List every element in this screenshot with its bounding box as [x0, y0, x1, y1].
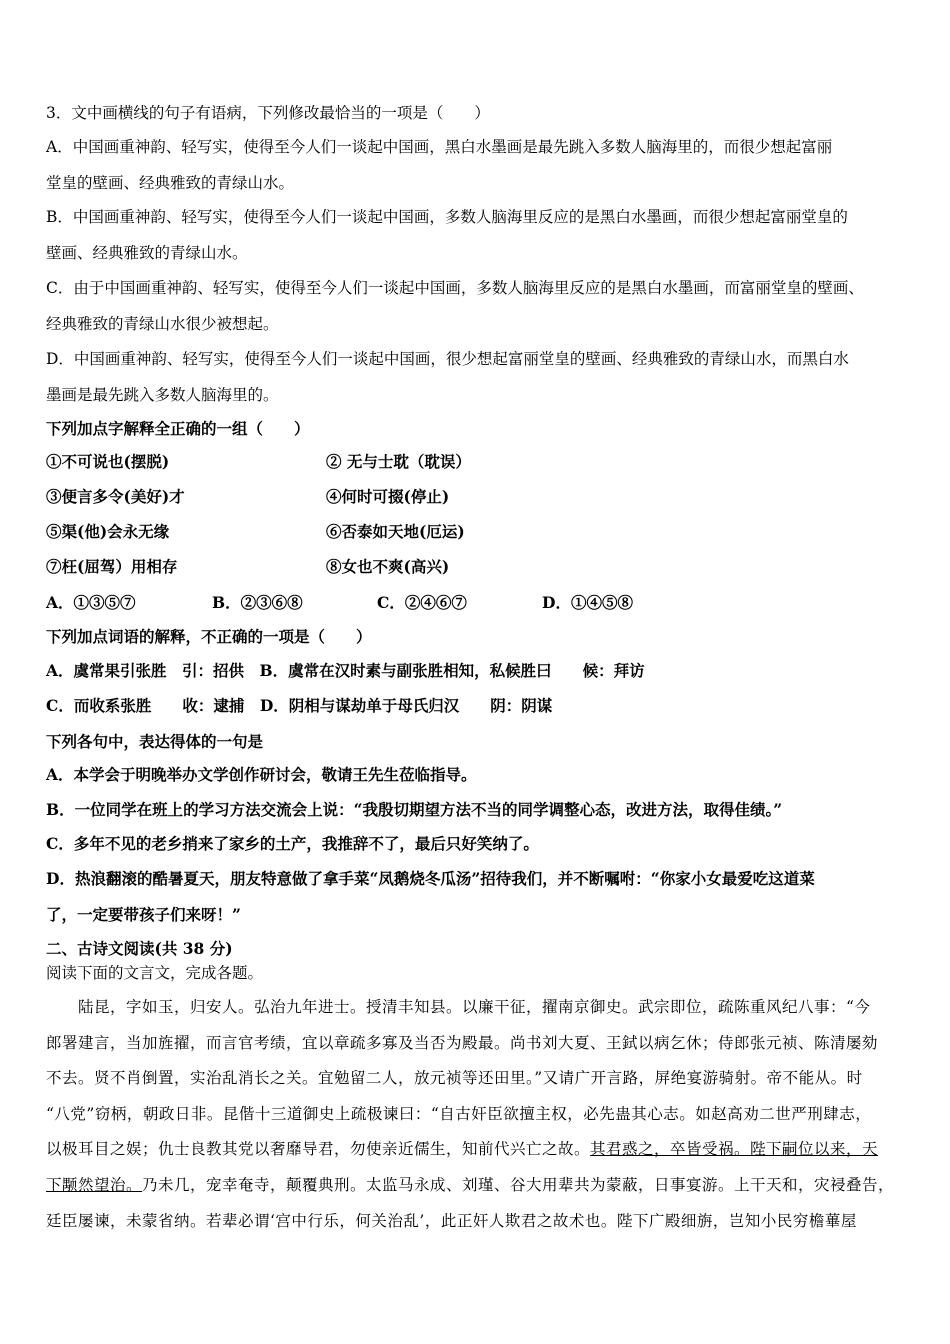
- passage-line-4: “八党”窃柄，朝政日非。昆偕十三道御史上疏极谏曰：“自古奸臣欲擅主权，必先蛊其心志。如赵高劝二世严刑肆志，: [46, 1105, 872, 1123]
- passage-line-5-text: 以极耳目之娱；仇士良教其党以奢靡导君，勿使亲近儒生，知前代兴亡之故。: [46, 1140, 591, 1158]
- q3-option-b-line1: B．中国画重神韵、轻写实，使得至今人们一谈起中国画，多数人脑海里反应的是黑白水墨画，而很少想起富丽堂皇的: [46, 208, 848, 226]
- passage-line-7: 廷臣屡谏，未蒙省纳。若辈必谓‘宫中行乐，何关治乱’，此正奸人欺君之故术也。陛下广殿细旃，岂知小民穷檐蓽屋: [46, 1212, 857, 1230]
- section2-heading: 二、古诗文阅读(共 38 分): [46, 939, 233, 958]
- q3-option-c-line2: 经典雅致的青绿山水很少被想起。: [46, 315, 279, 333]
- q6-option-a: A．本学会于明晚举办文学创作研讨会，敬请王先生莅临指导。: [46, 765, 477, 784]
- q3-option-a-line1: A．中国画重神韵、轻写实，使得至今人们一谈起中国画，黑白水墨画是最先跳入多数人脑海里的，而很少想起富丽: [46, 138, 833, 156]
- underlined-sentence-part1: 其君惑之，卒皆受祸。陛下嗣位以来，天: [590, 1140, 879, 1158]
- q4-option-c: C．②④⑥⑦: [377, 593, 467, 612]
- passage-line-3: 不去。贤不肖倒置，实治乱消长之关。宜勉留二人，放元祯等还田里。”又请广开言路，屏绝宴游骑射。帝不能从。时: [46, 1069, 863, 1087]
- q3-option-c-line1: C．由于中国画重神韵、轻写实，使得至今人们一谈起中国画，多数人脑海里反应的是黑白水墨画，而富丽堂皇的壁画、: [46, 279, 864, 297]
- q3-option-d-line1: D．中国画重神韵、轻写实，使得至今人们一谈起中国画，很少想起富丽堂皇的壁画、经典雅致的青绿山水，而黑白水: [46, 350, 849, 368]
- q4-item-7: ⑦枉(屈驾）用相存: [46, 557, 178, 576]
- passage-line-1: 陆昆，字如玉，归安人。弘治九年进士。授清丰知县。以廉干征，擢南京御史。武宗即位，疏陈重风纪八事：“今: [78, 998, 871, 1016]
- q3-option-d-line2: 墨画是最先跳入多数人脑海里的。: [46, 386, 279, 404]
- q6-option-d-line2: 了，一定要带孩子们来呀！”: [46, 905, 241, 924]
- underlined-sentence-part2: 下颙然望治。: [46, 1176, 143, 1194]
- q5-stem: 下列加点词语的解释，不正确的一项是（ ）: [46, 627, 372, 646]
- q4-option-a: A．①③⑤⑦: [46, 593, 136, 612]
- section2-instruction: 阅读下面的文言文，完成各题。: [46, 964, 264, 982]
- q4-item-8: ⑧女也不爽(高兴): [326, 557, 450, 576]
- passage-line-6-text: 乃未几，宠幸奄寺，颠覆典刑。太监马永成、刘瑾、谷大用辈共为蒙蔽，日事宴游。上干天和，灾祲叠告，: [142, 1176, 895, 1194]
- q4-item-5: ⑤渠(他)会永无缘: [46, 522, 170, 541]
- q4-option-d: D．①④⑤⑧: [542, 593, 633, 612]
- q4-item-1: ①不可说也(摆脱): [46, 452, 170, 471]
- q5-options-line2: C．而收系张胜 收：逮捕 D．阴相与谋劫单于母氏归汉 阴：阴谋: [46, 696, 553, 715]
- passage-line-5: [46, 1139, 878, 1159]
- q3-option-b-line2: 壁画、经典雅致的青绿山水。: [46, 244, 248, 262]
- q4-item-4: ④何时可掇(停止): [326, 487, 450, 506]
- q4-item-3: ③便言多令(美好)才: [46, 487, 185, 506]
- q6-option-d-line1: D．热浪翻滚的酷暑夏天，朋友特意做了拿手菜“凤鹅烧冬瓜汤”招待我们，并不断嘱咐：“你家小女最爱吃这道菜: [46, 869, 815, 888]
- q4-stem: 下列加点字解释全正确的一组（ ）: [46, 419, 310, 438]
- q3-option-a-line2: 堂皇的壁画、经典雅致的青绿山水。: [46, 174, 295, 192]
- passage-line-2: 郎署建言，当加旌擢，而言官考绩，宜以章疏多寡及当否为殿最。尚书刘大夏、王鉽以病乞休；侍郎张元祯、陈清屡劾: [46, 1034, 879, 1052]
- q6-option-c: C．多年不见的老乡捎来了家乡的土产，我推辞不了，最后只好笑纳了。: [46, 834, 539, 853]
- q5-options-line1: A．虞常果引张胜 引：招供 B．虞常在汉时素与副张胜相知，私候胜曰 候：拜访: [46, 661, 645, 680]
- q6-stem: 下列各句中，表达得体的一句是: [46, 732, 264, 751]
- q4-item-2: ② 无与士耽（耽误）: [326, 452, 471, 471]
- q4-item-6: ⑥否泰如天地(厄运): [326, 522, 465, 541]
- passage-line-6: [46, 1175, 894, 1195]
- q3-stem: 3．文中画横线的句子有语病，下列修改最恰当的一项是（ ）: [46, 104, 490, 122]
- q6-option-b: B．一位同学在班上的学习方法交流会上说：“我殷切期望方法不当的同学调整心态，改进方法，取得佳绩。”: [46, 800, 783, 819]
- q4-option-b: B．②③⑥⑧: [212, 593, 303, 612]
